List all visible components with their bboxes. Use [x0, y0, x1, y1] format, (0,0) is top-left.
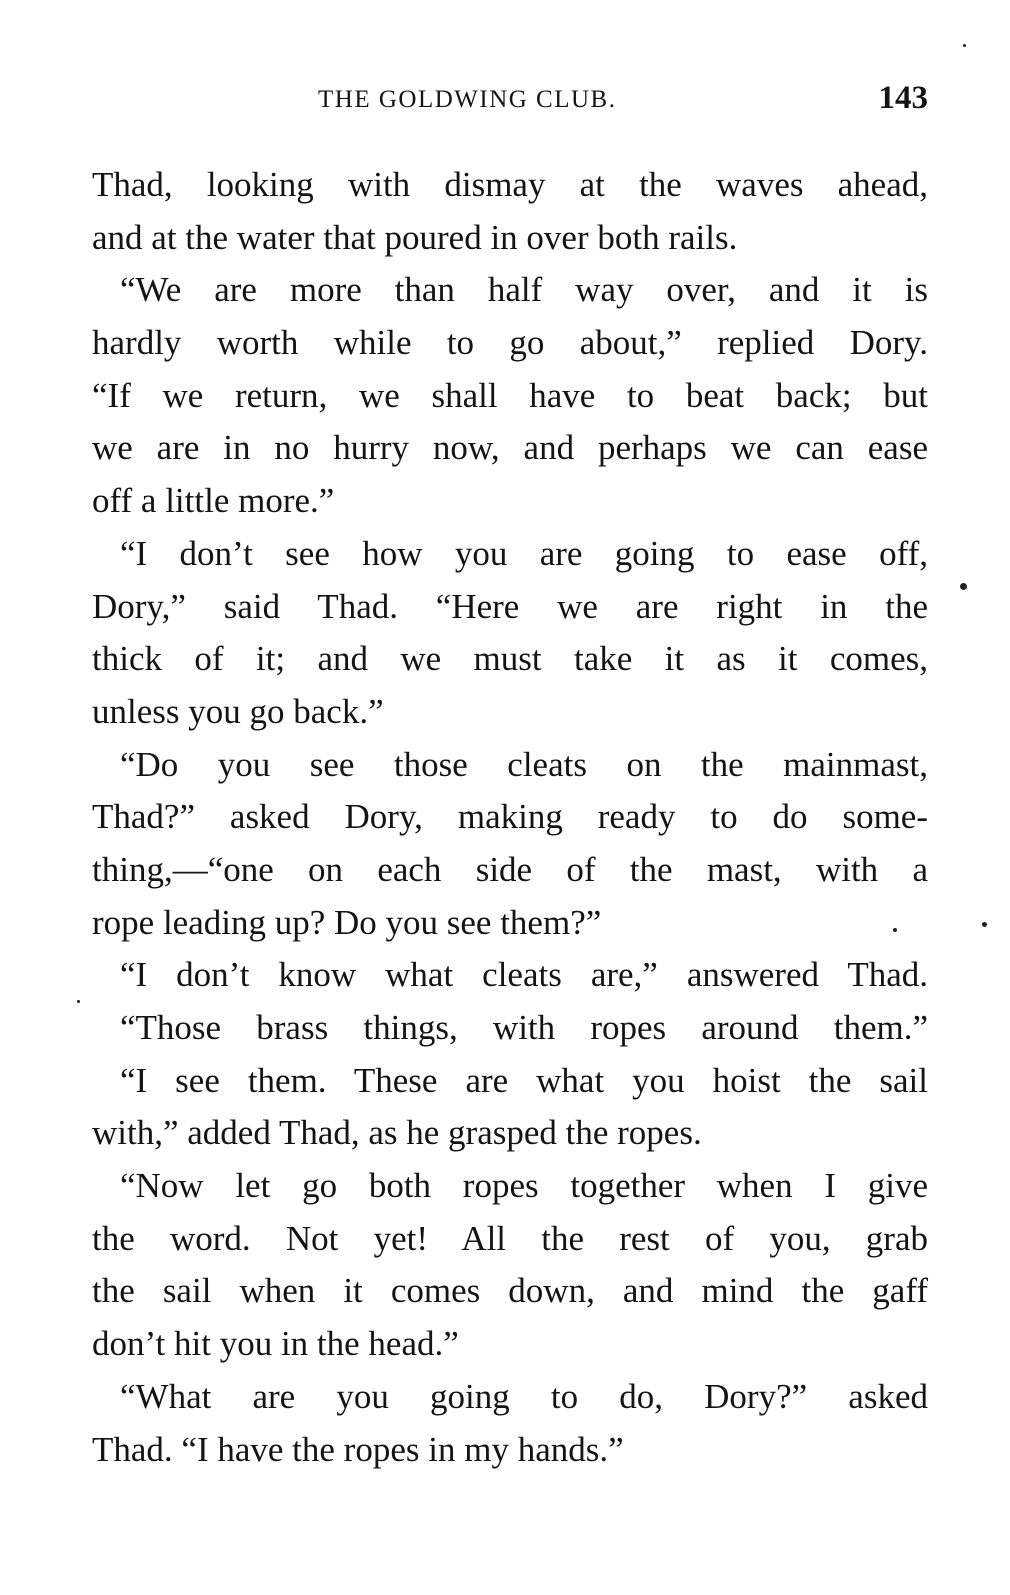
- text-line: the word. Not yet! All the rest of you, grab: [92, 1218, 928, 1258]
- text-line: “I see them. These are what you hoist the sail: [120, 1060, 928, 1100]
- text-line: “Do you see those cleats on the mainmast,: [120, 744, 928, 784]
- print-speck: [77, 1000, 80, 1003]
- text-line: Thad. “I have the ropes in my hands.”: [92, 1429, 624, 1469]
- text-line: Dory,” said Thad. “Here we are right in the: [92, 586, 928, 626]
- print-speck: [893, 928, 897, 932]
- text-line: off a little more.”: [92, 481, 335, 521]
- running-head: [92, 78, 928, 128]
- text-line: unless you go back.”: [92, 691, 384, 731]
- text-line: “We are more than half way over, and it is: [120, 270, 928, 310]
- text-line: Thad, looking with dismay at the waves ahead,: [92, 165, 928, 204]
- text-line: we are in no hurry now, and perhaps we can ease: [92, 428, 928, 468]
- text-line: thing,—“one on each side of the mast, with a: [92, 849, 928, 889]
- text-line: Thad?” asked Dory, making ready to do some-: [92, 797, 928, 837]
- text-line: the sail when it comes down, and mind the gaff: [92, 1271, 928, 1311]
- text-line: rope leading up? Do you see them?”: [92, 902, 602, 942]
- text-line: “Now let go both ropes together when I give: [120, 1166, 928, 1206]
- body-text: [92, 159, 928, 1476]
- page-number: 143: [878, 80, 928, 116]
- print-speck: [982, 922, 987, 927]
- text-line: with,” added Thad, as he grasped the ropes.: [92, 1113, 702, 1153]
- text-line: thick of it; and we must take it as it comes,: [92, 639, 928, 679]
- text-line: and at the water that poured in over both rails.: [92, 217, 738, 257]
- text-line: “What are you going to do, Dory?” asked: [120, 1376, 928, 1416]
- text-line: “If we return, we shall have to beat back; but: [92, 375, 928, 415]
- text-line: hardly worth while to go about,” replied Dory.: [92, 323, 928, 363]
- text-line: don’t hit you in the head.”: [92, 1324, 459, 1364]
- text-line: “I don’t see how you are going to ease off,: [120, 533, 928, 573]
- text-line: “Those brass things, with ropes around them.”: [120, 1008, 928, 1047]
- text-line: “I don’t know what cleats are,” answered Thad.: [120, 955, 928, 995]
- print-speck: [963, 44, 966, 47]
- print-speck: [960, 583, 967, 590]
- running-title: THE GOLDWING CLUB.: [318, 86, 617, 113]
